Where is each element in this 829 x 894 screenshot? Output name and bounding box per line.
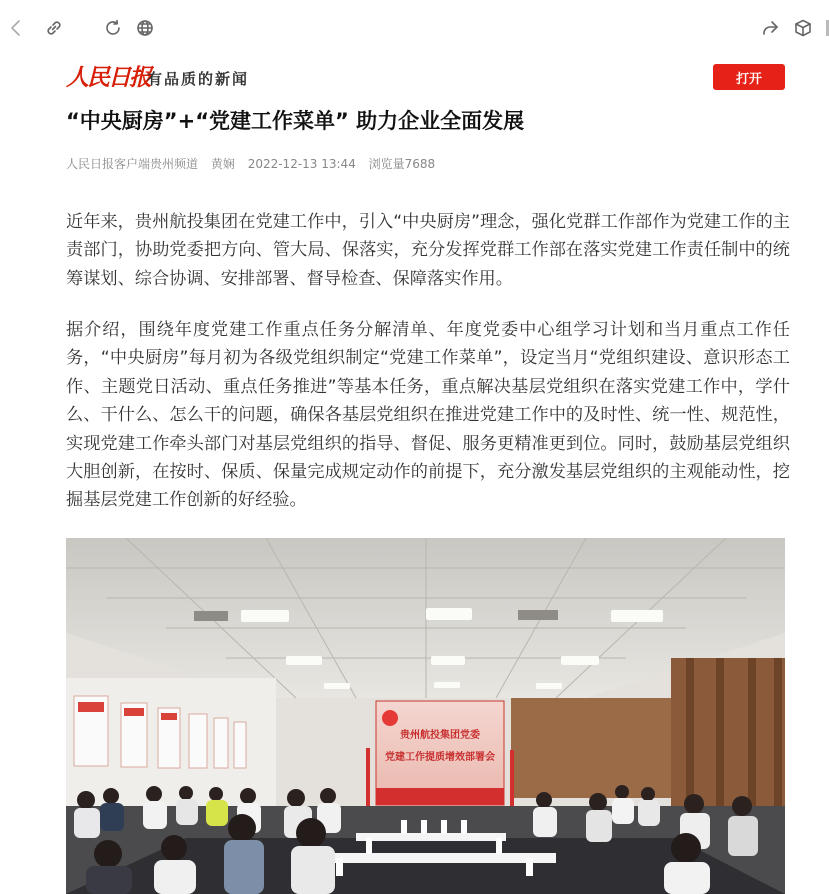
article-author: 黄娴 (210, 157, 235, 171)
article-paragraph: 近年来，贵州航投集团在党建工作中，引入“中央厨房”理念，强化党群工作部作为党建工作的主责部门，协助党委把方向、管大局、保落实，充分发挥党群工作部在落实党建工作责任制中的统筹谋划、综合协调、安排部署、督导检查、保障落实作用。 (66, 212, 790, 289)
banner-line-1: 贵州航投集团党委 (400, 730, 480, 741)
app-header (66, 63, 785, 93)
box-icon[interactable] (791, 16, 815, 40)
link-icon[interactable] (42, 16, 66, 40)
share-icon[interactable] (758, 16, 782, 40)
article-paragraph: 据介绍，围绕年度党建工作重点任务分解清单、年度党委中心组学习计划和当月重点工作任务，“中央厨房”每月初为各级党组织制定“党建工作菜单”，设定当月“党组织建设、意识形态工作、主题党日活动、重点任务推进”等基本任务，重点解决基层党组织在落实党建工作中，学什么、干什么、怎么干的问题，确保各基层党组织在推进党建工作中的及时性、统一性、规范性，实现党建工作牵头部门对基层党组织的指导、督促、服务更精准更到位。同时，鼓励基层党组织大胆创新，在按时、保质、保量完成规定动作的前提下，充分激发基层党组织的主观能动性，挖掘基层党建工作创新的好经验。 (66, 320, 790, 511)
article-title: “中央厨房”+“党建工作菜单” 助力企业全面发展 (66, 109, 525, 133)
browser-toolbar (0, 0, 829, 56)
banner-line-2: 党建工作提质增效部署会 (385, 752, 495, 763)
open-app-button[interactable]: 打开 (713, 64, 785, 90)
logo[interactable]: 人民日报 (66, 64, 150, 91)
article-meta (66, 155, 444, 172)
article-photo[interactable] (66, 538, 785, 894)
refresh-icon[interactable] (101, 16, 125, 40)
article-source[interactable]: 人民日报客户端贵州频道 (66, 157, 199, 171)
article-datetime: 2022-12-13 13:44 (247, 157, 356, 171)
globe-icon[interactable] (133, 16, 157, 40)
tagline: 有品质的新闻 (147, 70, 250, 88)
article-views: 浏览量7688 (368, 157, 436, 171)
back-icon[interactable] (4, 16, 28, 40)
